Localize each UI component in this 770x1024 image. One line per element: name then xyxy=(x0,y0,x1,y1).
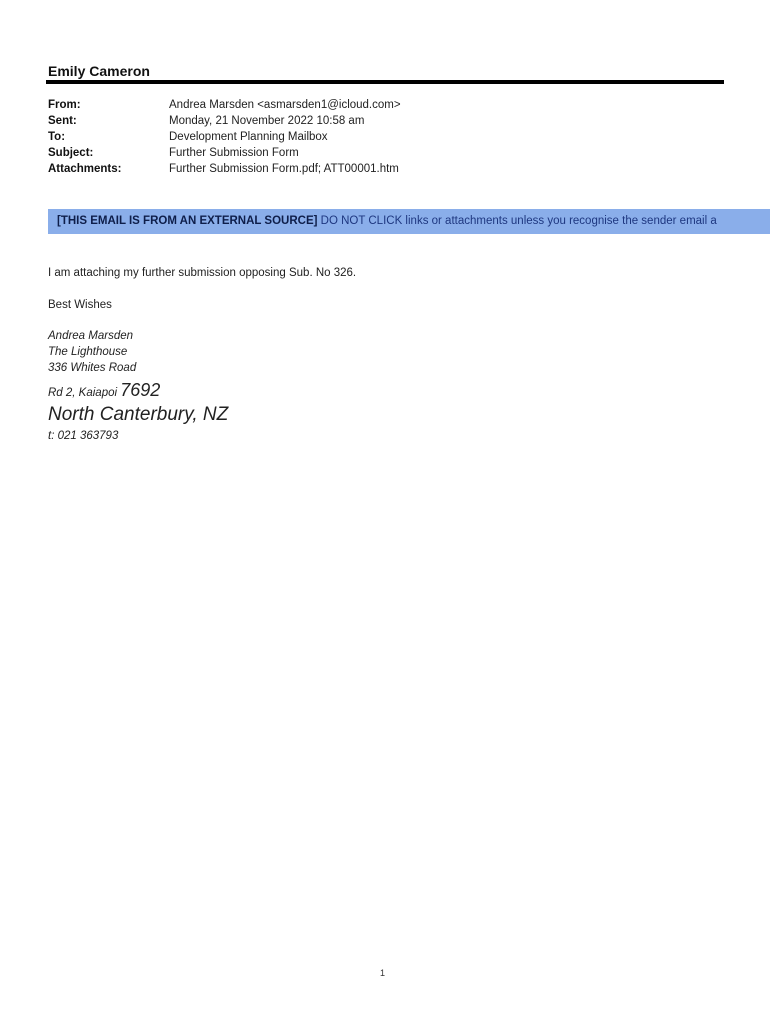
recipient-value: Development Planning Mailbox xyxy=(169,131,328,143)
header-label: Subject: xyxy=(48,147,94,159)
signature-town: Rd 2, Kaiapoi xyxy=(48,387,121,399)
header-row-attachments xyxy=(48,161,401,177)
signature-name: Andrea Marsden xyxy=(48,330,134,342)
email-closing: Best Wishes xyxy=(48,299,112,311)
header-row-subject xyxy=(48,145,401,161)
external-source-warning-text: DO NOT CLICK links or attachments unless you recognise the sender email a xyxy=(317,215,717,227)
header-label: Attachments: xyxy=(48,163,122,175)
signature-town-line xyxy=(48,380,160,401)
signature-place: The Lighthouse xyxy=(48,346,128,358)
external-source-warning-banner xyxy=(48,209,770,234)
header-row-to xyxy=(48,129,401,145)
header-row-sent xyxy=(48,113,401,129)
external-source-warning-title: [THIS EMAIL IS FROM AN EXTERNAL SOURCE] xyxy=(57,215,318,227)
header-label: To: xyxy=(48,131,66,143)
email-header-block xyxy=(48,97,401,177)
email-body-line: I am attaching my further submission opposing Sub. No 326. xyxy=(48,267,357,279)
signature-region: North Canterbury, NZ xyxy=(48,404,229,425)
header-row-from xyxy=(48,97,401,113)
mailbox-owner-name: Emily Cameron xyxy=(48,63,150,79)
attachments-value: Further Submission Form.pdf; ATT00001.htm xyxy=(169,163,399,175)
page-number: 1 xyxy=(380,968,386,978)
sent-date-value: Monday, 21 November 2022 10:58 am xyxy=(169,115,365,127)
signature-street: 336 Whites Road xyxy=(48,362,137,374)
header-label: From: xyxy=(48,99,81,111)
header-divider xyxy=(46,80,724,84)
signature-phone: t: 021 363793 xyxy=(48,430,119,442)
header-label: Sent: xyxy=(48,115,77,127)
sender-value: Andrea Marsden <asmarsden1@icloud.com> xyxy=(169,99,401,111)
subject-value: Further Submission Form xyxy=(169,147,299,159)
signature-postcode: 7692 xyxy=(120,380,161,400)
